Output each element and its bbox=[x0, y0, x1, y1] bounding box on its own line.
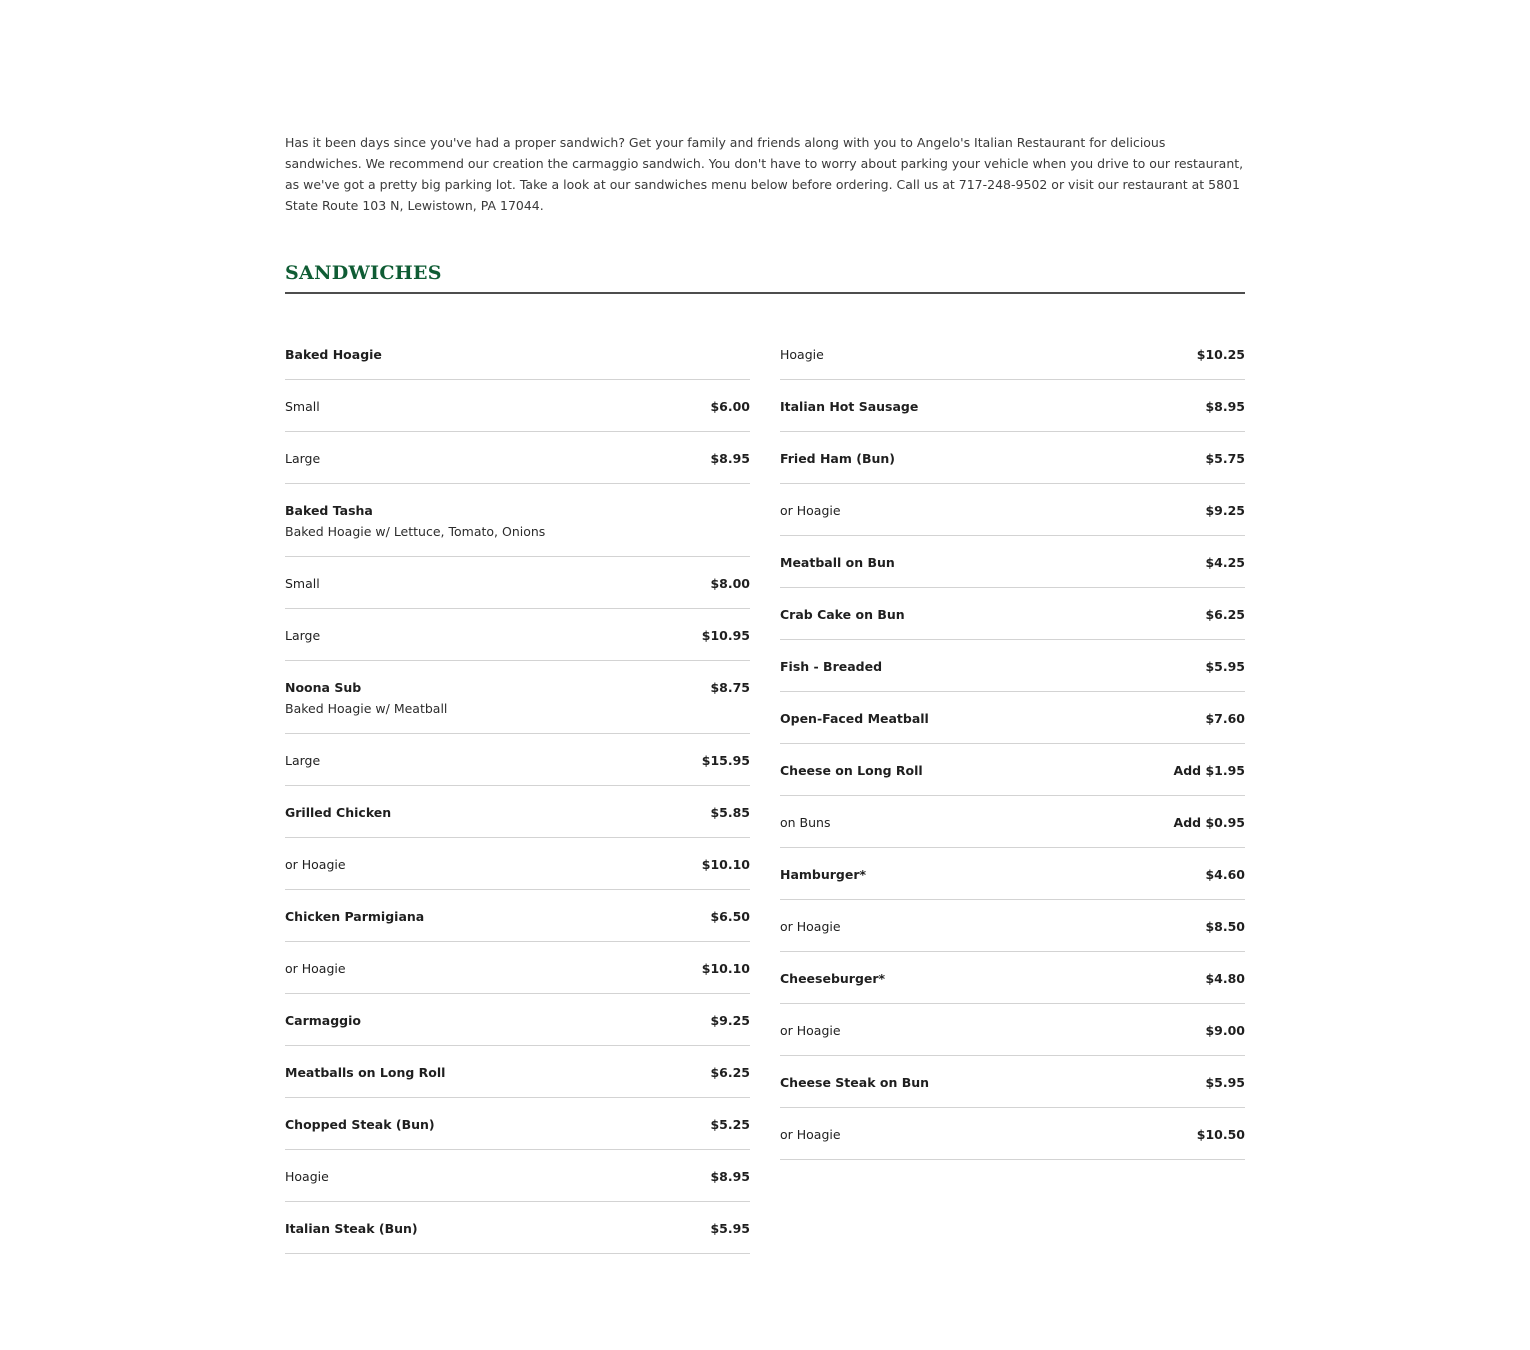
menu-item-price: $8.00 bbox=[710, 576, 750, 591]
menu-item-row bbox=[285, 609, 750, 661]
menu-item-price: $9.00 bbox=[1205, 1023, 1245, 1038]
menu-item-row bbox=[285, 432, 750, 484]
menu-item-name: or Hoagie bbox=[780, 503, 841, 518]
menu-column-left bbox=[285, 328, 750, 1254]
menu-item-name: Chopped Steak (Bun) bbox=[285, 1117, 435, 1132]
menu-item-name: Italian Steak (Bun) bbox=[285, 1221, 418, 1236]
menu-item-row bbox=[285, 328, 750, 380]
menu-item-price: $5.95 bbox=[1205, 1075, 1245, 1090]
menu-item-row bbox=[780, 952, 1245, 1004]
menu-item-name: Hamburger* bbox=[780, 867, 867, 882]
menu-item-price: $5.75 bbox=[1205, 451, 1245, 466]
menu-item-name: or Hoagie bbox=[780, 919, 841, 934]
menu-item-name: Open-Faced Meatball bbox=[780, 711, 929, 726]
menu-item-price: $10.25 bbox=[1196, 347, 1245, 362]
menu-item-row bbox=[285, 380, 750, 432]
menu-item-name: Cheeseburger* bbox=[780, 971, 886, 986]
menu-item-row bbox=[285, 942, 750, 994]
menu-item-name: Small bbox=[285, 576, 320, 591]
menu-item-name: Italian Hot Sausage bbox=[780, 399, 919, 414]
menu-item-row bbox=[780, 536, 1245, 588]
menu-item-row bbox=[780, 1004, 1245, 1056]
menu-item-row bbox=[780, 1056, 1245, 1108]
menu-item-name: Baked Hoagie bbox=[285, 347, 382, 362]
menu-item-price: $6.25 bbox=[710, 1065, 750, 1080]
menu-item-price: $15.95 bbox=[701, 753, 750, 768]
menu-item-name: or Hoagie bbox=[780, 1023, 841, 1038]
menu-item-description: Baked Hoagie w/ Lettuce, Tomato, Onions bbox=[285, 524, 546, 539]
menu-item-name: or Hoagie bbox=[285, 961, 346, 976]
menu-item-name: or Hoagie bbox=[780, 1127, 841, 1142]
menu-item-row bbox=[780, 588, 1245, 640]
menu-item-name: Meatballs on Long Roll bbox=[285, 1065, 446, 1080]
menu-item-row bbox=[285, 838, 750, 890]
menu-item-row bbox=[285, 734, 750, 786]
menu-item-row bbox=[780, 380, 1245, 432]
menu-item-name: Large bbox=[285, 628, 321, 643]
menu-item-name: Crab Cake on Bun bbox=[780, 607, 905, 622]
menu-item-price: $9.25 bbox=[710, 1013, 750, 1028]
menu-item-name: Small bbox=[285, 399, 320, 414]
menu-item-row bbox=[285, 1202, 750, 1254]
menu-item-price: $9.25 bbox=[1205, 503, 1245, 518]
intro-paragraph: Has it been days since you've had a proper sandwich? Get your family and friends along with you to Angelo's Italian Restaurant for delicious sandwiches. We recommend our creation the carmaggio sandwich. You don't have to worry about parking your vehicle when you drive to our restaurant, as we've got a pretty big parking lot. Take a look at our sandwiches menu below before ordering. Call us at 717-248-9502 or visit our restaurant at 5801 State Route 103 N, Lewistown, PA 17044. bbox=[285, 135, 1244, 213]
menu-item-price: $8.95 bbox=[710, 1169, 750, 1184]
menu-item-row bbox=[780, 328, 1245, 380]
menu-item-name: Large bbox=[285, 451, 321, 466]
menu-item-price: $4.25 bbox=[1205, 555, 1245, 570]
section-divider bbox=[285, 292, 1245, 294]
menu-column-right bbox=[780, 328, 1245, 1160]
menu-item-name: or Hoagie bbox=[285, 857, 346, 872]
menu-item-price: Add $1.95 bbox=[1173, 763, 1245, 778]
menu-item-price: $6.25 bbox=[1205, 607, 1245, 622]
menu-item-row bbox=[780, 744, 1245, 796]
menu-item-name: Fish - Breaded bbox=[780, 659, 883, 674]
menu-item-row bbox=[285, 1150, 750, 1202]
menu-item-price: Add $0.95 bbox=[1173, 815, 1245, 830]
menu-item-price: $5.25 bbox=[710, 1117, 750, 1132]
menu-item-row bbox=[780, 848, 1245, 900]
menu-item-price: $5.95 bbox=[710, 1221, 750, 1236]
menu-item-name: Baked Tasha bbox=[285, 503, 373, 518]
menu-item-row bbox=[780, 692, 1245, 744]
menu-item-name: Cheese Steak on Bun bbox=[780, 1075, 930, 1090]
menu-item-name: Fried Ham (Bun) bbox=[780, 451, 895, 466]
menu-item-row bbox=[285, 1098, 750, 1150]
menu-item-name: Grilled Chicken bbox=[285, 805, 392, 820]
menu-item-price: $6.00 bbox=[710, 399, 750, 414]
menu-item-name: Meatball on Bun bbox=[780, 555, 895, 570]
menu-item-description: Baked Hoagie w/ Meatball bbox=[285, 701, 448, 716]
menu-item-price: $8.95 bbox=[1205, 399, 1245, 414]
menu-item-price: $8.50 bbox=[1205, 919, 1245, 934]
menu-item-name: Hoagie bbox=[780, 347, 824, 362]
menu-item-price: $10.95 bbox=[701, 628, 750, 643]
menu-item-row bbox=[780, 484, 1245, 536]
menu-item-row bbox=[285, 661, 750, 734]
menu-item-row bbox=[285, 484, 750, 557]
menu-item-price: $6.50 bbox=[710, 909, 750, 924]
menu-item-name: on Buns bbox=[780, 815, 831, 830]
menu-item-price: $7.60 bbox=[1205, 711, 1245, 726]
menu-item-price: $5.85 bbox=[710, 805, 750, 820]
menu-item-name: Carmaggio bbox=[285, 1013, 362, 1028]
menu-item-price: $10.10 bbox=[701, 857, 750, 872]
menu-item-row bbox=[780, 796, 1245, 848]
section-title: SANDWICHES bbox=[285, 262, 442, 284]
menu-item-row bbox=[780, 640, 1245, 692]
menu-item-row bbox=[780, 432, 1245, 484]
menu-item-name: Noona Sub bbox=[285, 680, 362, 695]
menu-item-price: $10.10 bbox=[701, 961, 750, 976]
menu-item-name: Cheese on Long Roll bbox=[780, 763, 923, 778]
menu-item-row bbox=[285, 994, 750, 1046]
menu-item-row bbox=[780, 900, 1245, 952]
menu-item-name: Large bbox=[285, 753, 321, 768]
menu-item-row bbox=[780, 1108, 1245, 1160]
menu-item-price: $5.95 bbox=[1205, 659, 1245, 674]
menu-item-price: $10.50 bbox=[1196, 1127, 1245, 1142]
menu-page bbox=[285, 0, 1245, 1236]
menu-item-price: $4.80 bbox=[1205, 971, 1245, 986]
menu-item-name: Hoagie bbox=[285, 1169, 329, 1184]
menu-item-row bbox=[285, 890, 750, 942]
menu-item-row bbox=[285, 786, 750, 838]
menu-item-price: $8.95 bbox=[710, 451, 750, 466]
menu-item-price: $8.75 bbox=[710, 680, 750, 695]
menu-item-row bbox=[285, 1046, 750, 1098]
menu-item-row bbox=[285, 557, 750, 609]
menu-item-name: Chicken Parmigiana bbox=[285, 909, 425, 924]
menu-item-price: $4.60 bbox=[1205, 867, 1245, 882]
